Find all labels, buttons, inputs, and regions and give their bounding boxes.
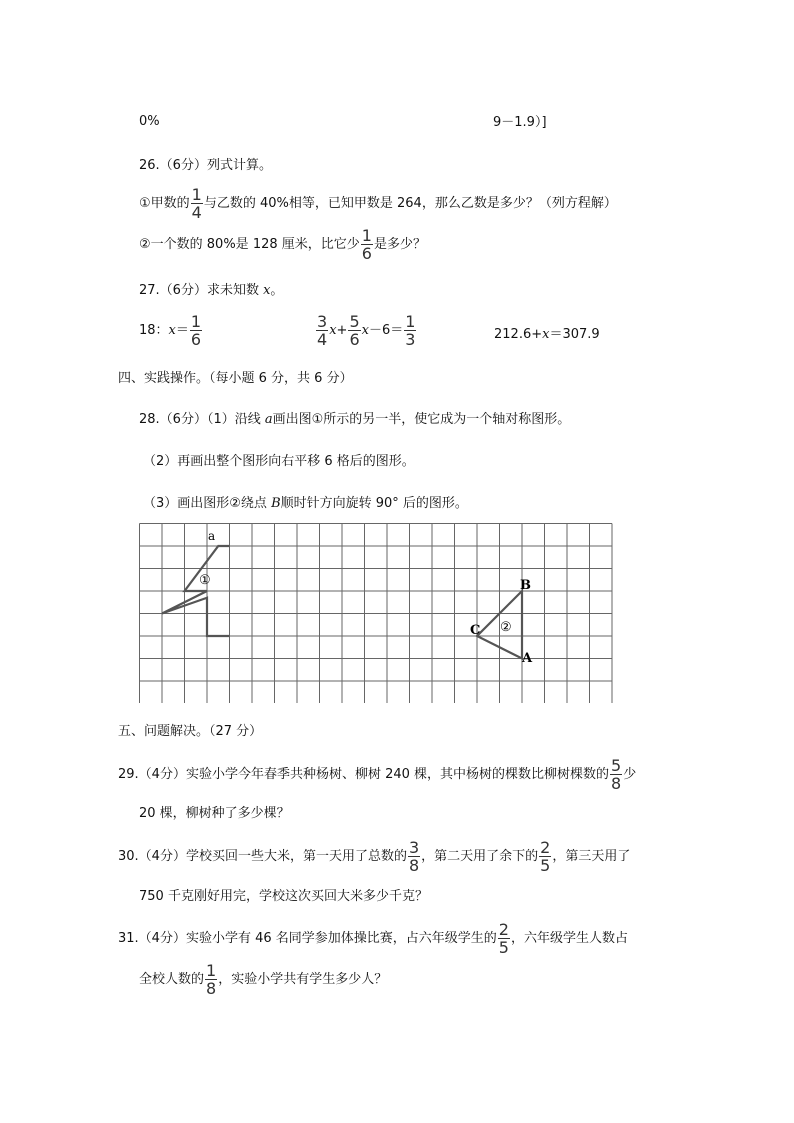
q28-line2: （2）再画出整个图形向右平移 6 格后的图形。 [143,454,415,469]
fraction: $\frac{1}{4}$ [191,185,202,222]
point-C-label: C [470,623,481,638]
q29-line2: 20 棵，柳树种了多少棵？ [139,806,290,821]
q28-line1: 28.（6分）（1）沿线 a画出图①所示的另一半，使它成为一个轴对称图形。 [139,412,571,427]
q27-eq1: 18：x＝ $\frac{1}{6}$ [139,312,202,349]
q26-p1-a: ①甲数的 [139,196,190,211]
q30-line1: 30.（4分）学校买回一些大米，第一天用了总数的 $\frac{3}{8}$ ，第二天用了余下的 $\frac{2}{5}$ ，第三天用了 [118,838,631,875]
section5-title: 五、问题解决。（27 分） [118,724,263,739]
q26-title: 26.（6分）列式计算。 [139,158,272,173]
q26-part2 [139,227,426,262]
shape1-label: ① [199,573,211,588]
q26-part1 [139,186,617,221]
prev-fragment-right: 9－1.9）] [493,115,547,130]
q27-eq3: 212.6+x＝307.9 [494,327,600,342]
q26-p1-b: 与乙数的 40%相等，已知甲数是 264，那么乙数是多少？（列方程解） [203,196,617,211]
q31-line1: 31.（4分）实验小学有 46 名同学参加体操比赛，占六年级学生的 $\frac{2}{5}$ ，六年级学生人数占 [118,920,628,957]
point-A-label: A [522,651,533,666]
q30-line2: 750 千克刚好用完，学校这次买回大米多少千克？ [139,889,428,904]
point-B-label: B [520,578,531,593]
q31-line2: 全校人数的 $\frac{1}{8}$ ，实验小学共有学生多少人？ [139,961,388,998]
grid-lines [140,524,613,704]
prev-fragment-left: 0% [139,114,160,129]
grid-figure [139,523,615,703]
q26-p2-a: ②一个数的 80%是 128 厘米，比它少 [139,237,360,252]
q29-line1: 29.（4分）实验小学今年春季共种杨树、柳树 240 棵，其中杨树的棵数比柳树棵数的 $\frac{5}{8}$ 少 [118,756,637,793]
q26-p2-b: 是多少？ [373,237,426,252]
q27-eq2: $\frac{3}{4}$ x+ $\frac{5}{6}$ x－6＝ $\frac{1}{3}$ [317,312,416,349]
q28-line3: （3）画出图形②绕点 B顺时针方向旋转 90° 后的图形。 [143,496,468,511]
q27-title: 27.（6分）求未知数 x。 [139,283,284,298]
section4-title: 四、实践操作。（每小题 6 分，共 6 分） [118,371,353,386]
axis-label-a: a [208,529,216,543]
fraction: $\frac{1}{6}$ [361,226,372,263]
shape2-label: ② [500,620,512,635]
